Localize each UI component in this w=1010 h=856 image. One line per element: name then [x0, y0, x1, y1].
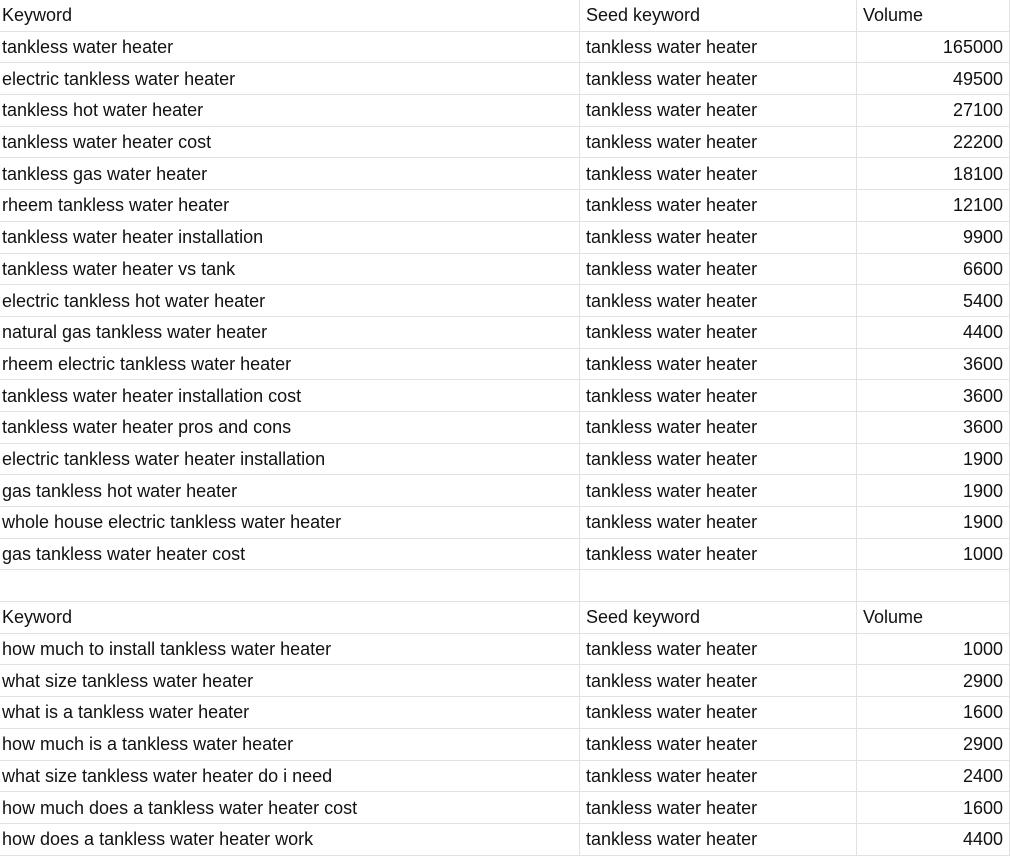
seed-keyword-cell[interactable]: tankless water heater	[580, 507, 857, 538]
table-row	[0, 349, 1010, 381]
table2-header-row	[0, 602, 1010, 634]
keyword-cell[interactable]: gas tankless water heater cost	[0, 539, 580, 570]
table-row	[0, 254, 1010, 286]
table-row	[0, 412, 1010, 444]
table-row	[0, 63, 1010, 95]
table-row	[0, 444, 1010, 476]
volume-cell[interactable]: 1600	[857, 697, 1010, 728]
volume-cell[interactable]: 3600	[857, 349, 1010, 380]
volume-cell[interactable]: 1900	[857, 475, 1010, 506]
seed-keyword-cell[interactable]: tankless water heater	[580, 32, 857, 63]
volume-cell[interactable]: 165000	[857, 32, 1010, 63]
table-row	[0, 158, 1010, 190]
seed-keyword-cell[interactable]: tankless water heater	[580, 761, 857, 792]
table2-body	[0, 634, 1010, 856]
table-row	[0, 32, 1010, 64]
keyword-cell[interactable]: tankless water heater installation cost	[0, 380, 580, 411]
seed-keyword-cell[interactable]: tankless water heater	[580, 444, 857, 475]
seed-keyword-cell[interactable]: tankless water heater	[580, 222, 857, 253]
header-cell-volume[interactable]: Volume	[857, 0, 1010, 31]
header-cell-volume[interactable]: Volume	[857, 602, 1010, 633]
volume-cell[interactable]: 4400	[857, 317, 1010, 348]
keyword-cell[interactable]: what is a tankless water heater	[0, 697, 580, 728]
empty-cell[interactable]	[0, 570, 580, 601]
volume-cell[interactable]: 3600	[857, 412, 1010, 443]
seed-keyword-cell[interactable]: tankless water heater	[580, 285, 857, 316]
seed-keyword-cell[interactable]: tankless water heater	[580, 792, 857, 823]
volume-cell[interactable]: 18100	[857, 158, 1010, 189]
blank-row	[0, 570, 1010, 602]
volume-cell[interactable]: 27100	[857, 95, 1010, 126]
keyword-cell[interactable]: how much does a tankless water heater cost	[0, 792, 580, 823]
keyword-cell[interactable]: gas tankless hot water heater	[0, 475, 580, 506]
seed-keyword-cell[interactable]: tankless water heater	[580, 824, 857, 855]
seed-keyword-cell[interactable]: tankless water heater	[580, 475, 857, 506]
table1-header-row	[0, 0, 1010, 32]
table-row	[0, 127, 1010, 159]
table-row	[0, 95, 1010, 127]
volume-cell[interactable]: 2900	[857, 729, 1010, 760]
keyword-cell[interactable]: rheem tankless water heater	[0, 190, 580, 221]
volume-cell[interactable]: 9900	[857, 222, 1010, 253]
seed-keyword-cell[interactable]: tankless water heater	[580, 729, 857, 760]
volume-cell[interactable]: 22200	[857, 127, 1010, 158]
table-row	[0, 539, 1010, 571]
keyword-cell[interactable]: what size tankless water heater do i need	[0, 761, 580, 792]
keyword-cell[interactable]: how much to install tankless water heater	[0, 634, 580, 665]
table1-body	[0, 32, 1010, 571]
table-row	[0, 634, 1010, 666]
table-row	[0, 729, 1010, 761]
table-row	[0, 792, 1010, 824]
keyword-cell[interactable]: electric tankless water heater installation	[0, 444, 580, 475]
volume-cell[interactable]: 2400	[857, 761, 1010, 792]
header-cell-keyword[interactable]: Keyword	[0, 0, 580, 31]
keyword-cell[interactable]: electric tankless hot water heater	[0, 285, 580, 316]
keyword-cell[interactable]: tankless water heater pros and cons	[0, 412, 580, 443]
empty-cell[interactable]	[857, 570, 1010, 601]
seed-keyword-cell[interactable]: tankless water heater	[580, 127, 857, 158]
seed-keyword-cell[interactable]: tankless water heater	[580, 254, 857, 285]
keyword-cell[interactable]: tankless gas water heater	[0, 158, 580, 189]
table-row	[0, 222, 1010, 254]
keyword-cell[interactable]: tankless water heater vs tank	[0, 254, 580, 285]
table-row	[0, 507, 1010, 539]
keyword-cell[interactable]: electric tankless water heater	[0, 63, 580, 94]
seed-keyword-cell[interactable]: tankless water heater	[580, 634, 857, 665]
volume-cell[interactable]: 12100	[857, 190, 1010, 221]
seed-keyword-cell[interactable]: tankless water heater	[580, 380, 857, 411]
volume-cell[interactable]: 1900	[857, 507, 1010, 538]
volume-cell[interactable]: 49500	[857, 63, 1010, 94]
header-cell-keyword[interactable]: Keyword	[0, 602, 580, 633]
keyword-cell[interactable]: tankless water heater	[0, 32, 580, 63]
volume-cell[interactable]: 5400	[857, 285, 1010, 316]
seed-keyword-cell[interactable]: tankless water heater	[580, 63, 857, 94]
empty-cell[interactable]	[580, 570, 857, 601]
volume-cell[interactable]: 1000	[857, 539, 1010, 570]
keyword-cell[interactable]: what size tankless water heater	[0, 665, 580, 696]
keyword-cell[interactable]: how much is a tankless water heater	[0, 729, 580, 760]
table-row	[0, 697, 1010, 729]
volume-cell[interactable]: 2900	[857, 665, 1010, 696]
volume-cell[interactable]: 1000	[857, 634, 1010, 665]
seed-keyword-cell[interactable]: tankless water heater	[580, 665, 857, 696]
keyword-cell[interactable]: tankless hot water heater	[0, 95, 580, 126]
keyword-cell[interactable]: whole house electric tankless water heater	[0, 507, 580, 538]
seed-keyword-cell[interactable]: tankless water heater	[580, 317, 857, 348]
table-row	[0, 665, 1010, 697]
table-row	[0, 285, 1010, 317]
volume-cell[interactable]: 6600	[857, 254, 1010, 285]
volume-cell[interactable]: 1600	[857, 792, 1010, 823]
table-row	[0, 824, 1010, 856]
keyword-cell[interactable]: tankless water heater installation	[0, 222, 580, 253]
seed-keyword-cell[interactable]: tankless water heater	[580, 539, 857, 570]
keyword-cell[interactable]: natural gas tankless water heater	[0, 317, 580, 348]
table-row	[0, 380, 1010, 412]
table-row	[0, 190, 1010, 222]
seed-keyword-cell[interactable]: tankless water heater	[580, 697, 857, 728]
seed-keyword-cell[interactable]: tankless water heater	[580, 412, 857, 443]
seed-keyword-cell[interactable]: tankless water heater	[580, 158, 857, 189]
keyword-cell[interactable]: tankless water heater cost	[0, 127, 580, 158]
header-cell-seed-keyword[interactable]: Seed keyword	[580, 602, 857, 633]
volume-cell[interactable]: 3600	[857, 380, 1010, 411]
seed-keyword-cell[interactable]: tankless water heater	[580, 349, 857, 380]
keyword-cell[interactable]: how does a tankless water heater work	[0, 824, 580, 855]
table-row	[0, 761, 1010, 793]
volume-cell[interactable]: 4400	[857, 824, 1010, 855]
seed-keyword-cell[interactable]: tankless water heater	[580, 190, 857, 221]
volume-cell[interactable]: 1900	[857, 444, 1010, 475]
table-row	[0, 475, 1010, 507]
header-cell-seed-keyword[interactable]: Seed keyword	[580, 0, 857, 31]
seed-keyword-cell[interactable]: tankless water heater	[580, 95, 857, 126]
table-row	[0, 317, 1010, 349]
keyword-cell[interactable]: rheem electric tankless water heater	[0, 349, 580, 380]
